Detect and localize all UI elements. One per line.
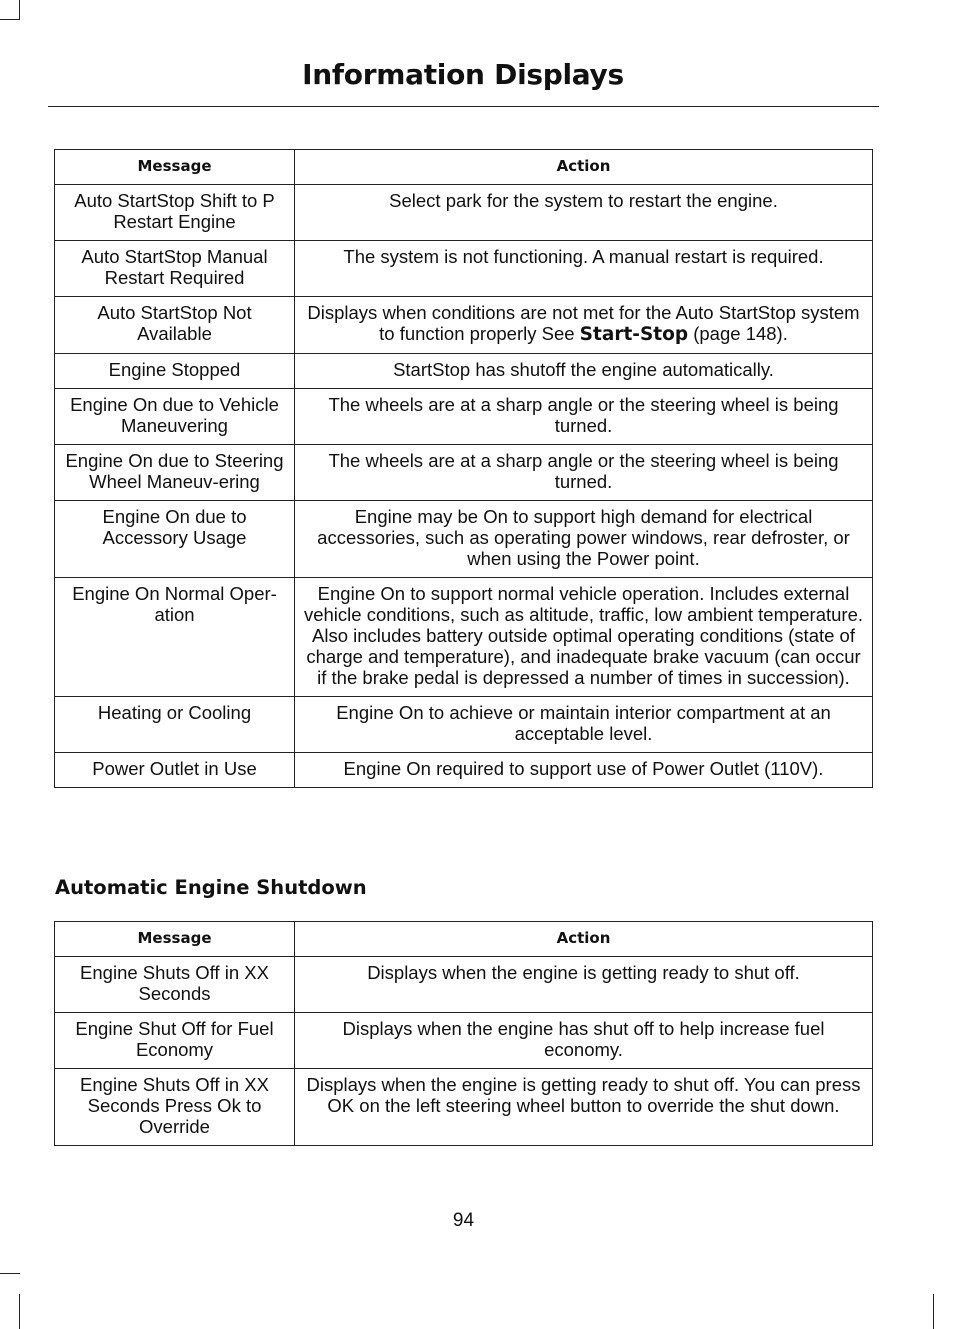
table-row xyxy=(55,957,873,1013)
startstop-messages-table xyxy=(54,149,873,788)
message-cell: Heating or Cooling xyxy=(55,697,295,753)
crop-mark xyxy=(933,1294,934,1329)
action-cell: Displays when the engine has shut off to help increase fuel economy. xyxy=(295,1013,873,1069)
action-cell: Engine On required to support use of Power Outlet (110V). xyxy=(295,753,873,788)
crop-mark xyxy=(0,19,20,20)
action-cell: Displays when the engine is getting ready to shut off. xyxy=(295,957,873,1013)
table-row xyxy=(55,753,873,788)
table-row xyxy=(55,578,873,697)
action-cell xyxy=(295,297,873,354)
message-cell: Engine Shuts Off in XX Seconds xyxy=(55,957,295,1013)
table-header-row xyxy=(55,922,873,957)
table-row xyxy=(55,501,873,578)
title-rule xyxy=(48,106,879,107)
table-row xyxy=(55,297,873,354)
action-cell: The wheels are at a sharp angle or the steering wheel is being turned. xyxy=(295,389,873,445)
message-cell: Auto StartStop Not Available xyxy=(55,297,295,354)
table-header-row xyxy=(55,150,873,185)
start-stop-link[interactable]: Start-Stop xyxy=(579,324,689,345)
message-cell: Engine On Normal Oper-ation xyxy=(55,578,295,697)
table-row xyxy=(55,389,873,445)
page-title: Information Displays xyxy=(302,58,624,91)
message-cell: Auto StartStop Shift to P Restart Engine xyxy=(55,185,295,241)
column-header-message: Message xyxy=(55,150,295,185)
table-row xyxy=(55,185,873,241)
table-row xyxy=(55,697,873,753)
shutdown-messages-table xyxy=(54,921,873,1146)
message-cell: Auto StartStop Manual Restart Required xyxy=(55,241,295,297)
crop-mark xyxy=(19,1294,20,1329)
crop-mark xyxy=(0,1273,20,1274)
action-cell: Engine On to achieve or maintain interior compartment at an acceptable level. xyxy=(295,697,873,753)
action-cell: StartStop has shutoff the engine automatically. xyxy=(295,354,873,389)
message-cell: Engine Shut Off for Fuel Economy xyxy=(55,1013,295,1069)
message-cell: Engine On due to Accessory Usage xyxy=(55,501,295,578)
action-cell: Select park for the system to restart the engine. xyxy=(295,185,873,241)
table-row xyxy=(55,445,873,501)
table-row xyxy=(55,1069,873,1146)
column-header-message: Message xyxy=(55,922,295,957)
message-cell: Engine Shuts Off in XX Seconds Press Ok to Override xyxy=(55,1069,295,1146)
message-cell: Engine On due to Steering Wheel Maneuv-ering xyxy=(55,445,295,501)
action-cell: The system is not functioning. A manual restart is required. xyxy=(295,241,873,297)
message-cell: Power Outlet in Use xyxy=(55,753,295,788)
table-row xyxy=(55,1013,873,1069)
column-header-action: Action xyxy=(295,150,873,185)
action-text: Displays when conditions are not met for the Auto StartStop system to function properly See xyxy=(307,302,860,344)
action-cell: Engine may be On to support high demand for electrical accessories, such as operating power windows, rear defroster, or when using the Power point. xyxy=(295,501,873,578)
crop-mark xyxy=(19,0,20,20)
table-row xyxy=(55,241,873,297)
action-cell: Displays when the engine is getting ready to shut off. You can press OK on the left steering wheel button to override the shut down. xyxy=(295,1069,873,1146)
column-header-action: Action xyxy=(295,922,873,957)
action-cell: Engine On to support normal vehicle operation. Includes external vehicle conditions, such as altitude, traffic, low ambient temperature. Also includes battery outside optimal operating conditions (state of charge and temperature), and inadequate brake vacuum (can occur if the brake pedal is depressed a number of times in succession). xyxy=(295,578,873,697)
action-cell: The wheels are at a sharp angle or the steering wheel is being turned. xyxy=(295,445,873,501)
page-number: 94 xyxy=(452,1210,475,1231)
table-row xyxy=(55,354,873,389)
page-reference: (page 148). xyxy=(688,323,788,344)
message-cell: Engine On due to Vehicle Maneuvering xyxy=(55,389,295,445)
section-heading: Automatic Engine Shutdown xyxy=(55,876,367,899)
message-cell: Engine Stopped xyxy=(55,354,295,389)
